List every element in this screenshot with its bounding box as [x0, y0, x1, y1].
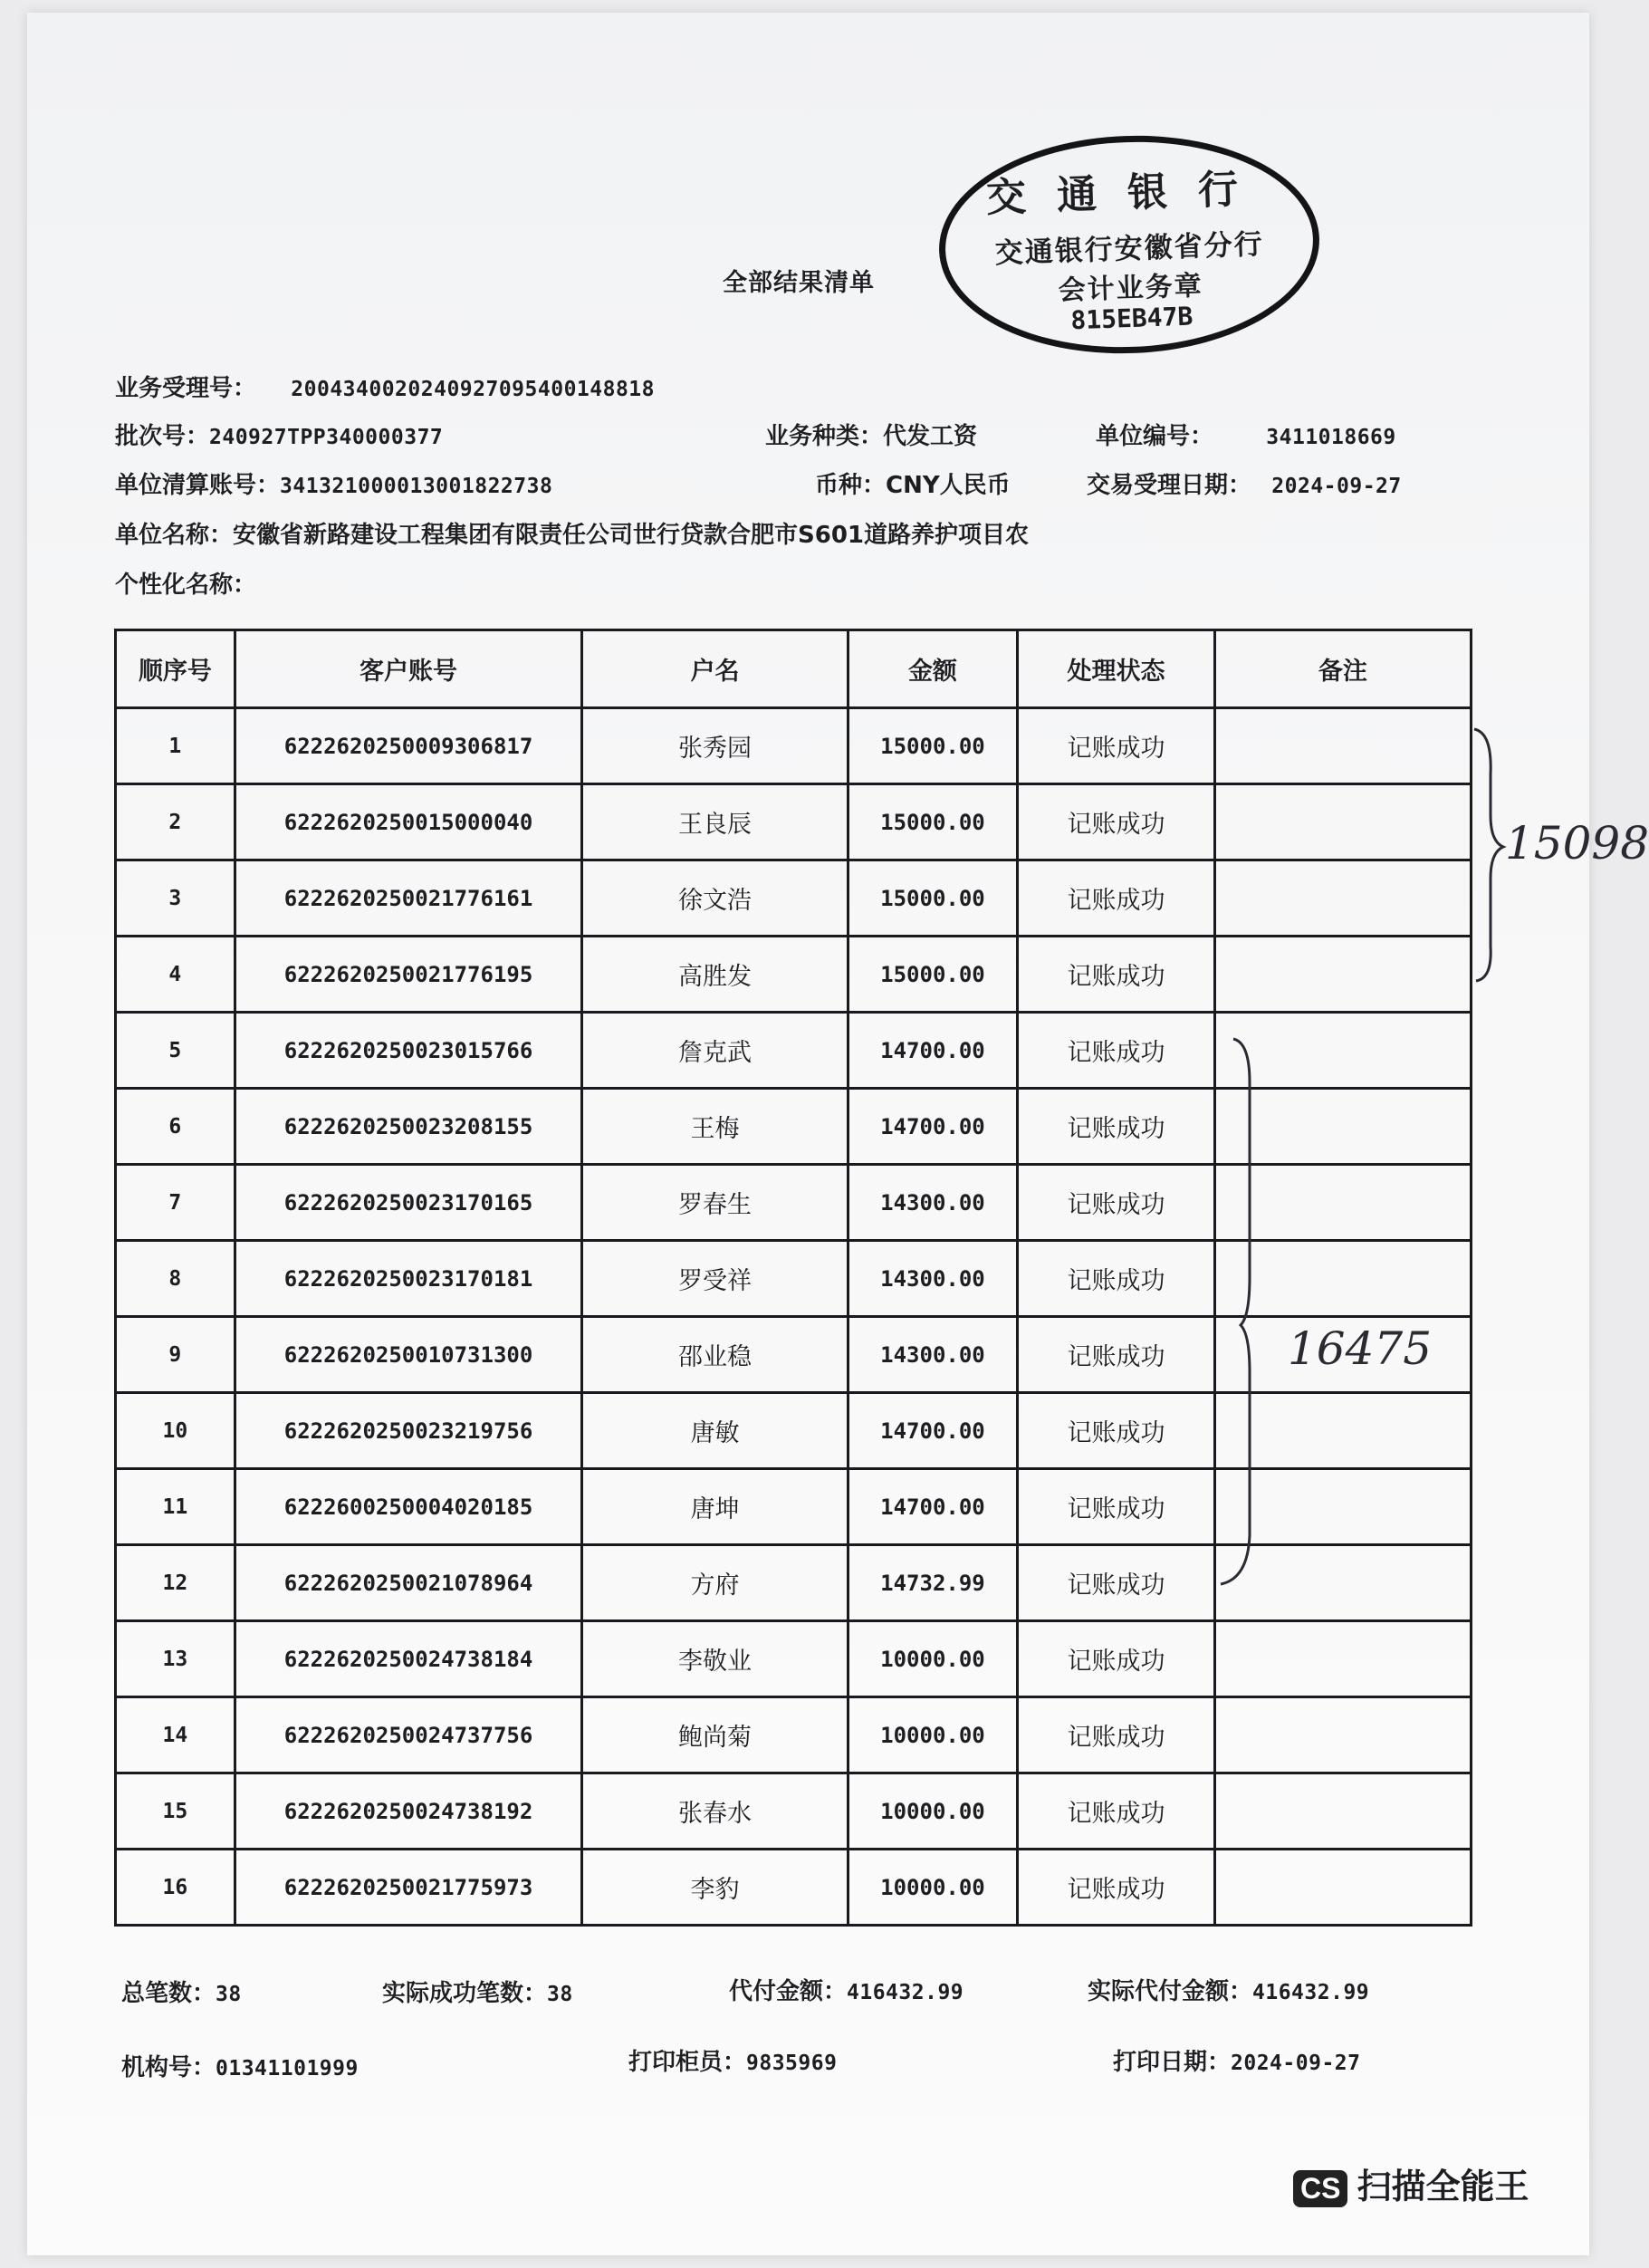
cell-name: 罗受祥	[582, 1241, 848, 1317]
cell-account: 6222620250021775973	[235, 1850, 582, 1926]
cell-amount: 10000.00	[848, 1621, 1018, 1697]
cell-amount: 14732.99	[848, 1545, 1018, 1621]
scanner-app-name: 扫描全能王	[1357, 2167, 1529, 2206]
unit-code-value: 3411018669	[1266, 426, 1396, 449]
scanner-watermark	[1293, 2158, 1529, 2208]
cell-account: 6222620250023170181	[235, 1241, 582, 1317]
cell-name: 唐敏	[582, 1393, 848, 1469]
col-header-seq: 顺序号	[116, 630, 235, 708]
cell-amount: 14300.00	[848, 1317, 1018, 1393]
stamp-code: 815EB47B	[1069, 301, 1194, 336]
col-header-note: 备注	[1214, 630, 1471, 708]
stamp-branch: 交通银行安徽省分行	[994, 227, 1265, 271]
cell-seq: 7	[116, 1165, 235, 1241]
business-type-field	[765, 418, 977, 451]
business-type-label: 业务种类：	[765, 423, 884, 450]
cell-amount: 10000.00	[848, 1697, 1018, 1773]
col-header-name: 户名	[582, 630, 848, 708]
cell-seq: 1	[116, 708, 235, 784]
cell-status: 记账成功	[1018, 1469, 1214, 1545]
currency-field	[815, 466, 1011, 500]
cell-account: 6222600250004020185	[235, 1469, 582, 1545]
cell-amount: 15000.00	[848, 784, 1018, 860]
trade-date-field	[1087, 466, 1402, 500]
business-type-value: 代发工资	[883, 423, 978, 450]
cell-name: 王良辰	[582, 784, 848, 860]
cell-amount: 15000.00	[848, 937, 1018, 1013]
cell-status: 记账成功	[1018, 1773, 1214, 1850]
actual-amount-value: 416432.99	[1252, 1981, 1370, 2004]
total-count-value: 38	[216, 1983, 242, 2006]
business-no-field	[115, 370, 655, 403]
cell-name: 张春水	[582, 1773, 848, 1850]
cell-amount: 14700.00	[848, 1013, 1018, 1089]
cell-name: 李豹	[582, 1850, 848, 1926]
unit-code-label: 单位编号：	[1096, 423, 1214, 450]
cell-amount: 14700.00	[848, 1089, 1018, 1165]
table-row	[116, 1621, 1472, 1697]
cell-account: 6222620250015000040	[235, 784, 582, 860]
table-row	[116, 937, 1472, 1013]
cell-amount: 14700.00	[848, 1469, 1018, 1545]
teller-label: 打印柜员：	[628, 2049, 747, 2076]
cell-name: 罗春生	[582, 1165, 848, 1241]
unit-name-label: 单位名称：	[115, 522, 234, 549]
cell-status: 记账成功	[1018, 1393, 1214, 1469]
cell-seq: 9	[116, 1317, 235, 1393]
cell-name: 高胜发	[582, 937, 848, 1013]
currency-value: CNY人民币	[886, 472, 1011, 499]
cell-account: 6222620250010731300	[235, 1317, 582, 1393]
batch-no-label: 批次号：	[115, 423, 210, 450]
cell-seq: 10	[116, 1393, 235, 1469]
cell-seq: 14	[116, 1697, 235, 1773]
batch-no-field	[115, 418, 443, 451]
success-count-field	[382, 1975, 573, 2008]
handwritten-note-sum-2: 16475	[1288, 1322, 1433, 1375]
cell-note	[1214, 708, 1471, 784]
custom-name-label: 个性化名称：	[115, 572, 257, 599]
col-header-account: 客户账号	[235, 630, 582, 708]
payment-amount-label: 代付金额：	[729, 1978, 848, 2005]
cell-amount: 15000.00	[848, 708, 1018, 784]
cell-note	[1214, 1850, 1471, 1926]
cell-name: 詹克武	[582, 1013, 848, 1089]
cell-amount: 10000.00	[848, 1773, 1018, 1850]
cell-name: 唐坤	[582, 1469, 848, 1545]
cell-name: 李敬业	[582, 1621, 848, 1697]
cell-note	[1214, 937, 1471, 1013]
handwritten-note-sum-1: 15098	[1505, 817, 1649, 870]
settlement-account-label: 单位清算账号：	[115, 472, 281, 499]
cell-amount: 14300.00	[848, 1165, 1018, 1241]
cell-account: 6222620250023015766	[235, 1013, 582, 1089]
cell-status: 记账成功	[1018, 1089, 1214, 1165]
trade-date-value: 2024-09-27	[1271, 475, 1402, 498]
cell-seq: 5	[116, 1013, 235, 1089]
cell-account: 6222620250023170165	[235, 1165, 582, 1241]
cell-amount: 14700.00	[848, 1393, 1018, 1469]
stamp-bank-name: 交通银行	[985, 165, 1270, 222]
cell-amount: 10000.00	[848, 1850, 1018, 1926]
unit-name-value: 安徽省新路建设工程集团有限责任公司世行贷款合肥市S601道路养护项目农	[233, 522, 1030, 549]
cell-name: 方府	[582, 1545, 848, 1621]
handwritten-brace-2	[1213, 1028, 1295, 1590]
success-count-label: 实际成功笔数：	[382, 1980, 548, 2007]
table-row	[116, 1850, 1472, 1926]
cell-status: 记账成功	[1018, 784, 1214, 860]
actual-amount-label: 实际代付金额：	[1088, 1978, 1253, 2005]
cell-name: 王梅	[582, 1089, 848, 1165]
table-row	[116, 1773, 1472, 1850]
cell-amount: 14300.00	[848, 1241, 1018, 1317]
cell-status: 记账成功	[1018, 1621, 1214, 1697]
stamp-dept: 会计业务章	[1058, 270, 1204, 307]
payment-amount-value: 416432.99	[847, 1981, 964, 2004]
cell-account: 6222620250021776195	[235, 937, 582, 1013]
cell-account: 6222620250024738192	[235, 1773, 582, 1850]
cell-note	[1214, 1621, 1471, 1697]
payment-amount-field	[729, 1973, 964, 2006]
settlement-account-value: 341321000013001822738	[280, 475, 553, 498]
org-no-field	[121, 2049, 359, 2082]
table-row	[116, 708, 1472, 784]
settlement-account-field	[115, 466, 552, 500]
print-date-value: 2024-09-27	[1231, 2052, 1361, 2075]
cell-seq: 12	[116, 1545, 235, 1621]
cell-account: 6222620250023208155	[235, 1089, 582, 1165]
org-no-label: 机构号：	[121, 2054, 216, 2081]
cell-seq: 13	[116, 1621, 235, 1697]
cell-note	[1214, 1773, 1471, 1850]
unit-name-field	[115, 516, 1029, 550]
cell-note	[1214, 784, 1471, 860]
cell-seq: 3	[116, 860, 235, 937]
custom-name-field	[115, 566, 256, 600]
cell-status: 记账成功	[1018, 1850, 1214, 1926]
cell-seq: 8	[116, 1241, 235, 1317]
cell-seq: 16	[116, 1850, 235, 1926]
cell-amount: 15000.00	[848, 860, 1018, 937]
total-count-label: 总笔数：	[121, 1980, 216, 2007]
cell-status: 记账成功	[1018, 1545, 1214, 1621]
cell-name: 徐文浩	[582, 860, 848, 937]
table-row	[116, 1697, 1472, 1773]
cell-account: 6222620250021776161	[235, 860, 582, 937]
batch-no-value: 240927TPP340000377	[209, 426, 444, 449]
table-row	[116, 860, 1472, 937]
cell-seq: 4	[116, 937, 235, 1013]
col-header-amount: 金额	[848, 630, 1018, 708]
cell-status: 记账成功	[1018, 708, 1214, 784]
total-count-field	[121, 1975, 242, 2008]
cell-seq: 2	[116, 784, 235, 860]
cell-status: 记账成功	[1018, 1013, 1214, 1089]
unit-code-field	[1096, 418, 1396, 451]
teller-field	[628, 2043, 837, 2077]
print-date-field	[1113, 2043, 1361, 2077]
cell-status: 记账成功	[1018, 860, 1214, 937]
table-header-row	[116, 630, 1472, 708]
cell-seq: 15	[116, 1773, 235, 1850]
cell-seq: 6	[116, 1089, 235, 1165]
cell-account: 6222620250024738184	[235, 1621, 582, 1697]
cell-name: 邵业稳	[582, 1317, 848, 1393]
cell-status: 记账成功	[1018, 937, 1214, 1013]
print-date-label: 打印日期：	[1113, 2049, 1232, 2076]
document-title: 全部结果清单	[723, 269, 875, 297]
business-no-label: 业务受理号：	[115, 375, 257, 402]
business-no-value: 2004340020240927095400148818	[291, 378, 656, 401]
cell-name: 张秀园	[582, 708, 848, 784]
cell-account: 6222620250009306817	[235, 708, 582, 784]
cell-status: 记账成功	[1018, 1165, 1214, 1241]
cell-account: 6222620250021078964	[235, 1545, 582, 1621]
trade-date-label: 交易受理日期：	[1087, 472, 1252, 499]
col-header-status: 处理状态	[1018, 630, 1214, 708]
actual-amount-field	[1088, 1973, 1369, 2006]
org-no-value: 01341101999	[216, 2057, 359, 2081]
currency-label: 币种：	[815, 472, 887, 499]
table-row	[116, 784, 1472, 860]
cell-name: 鲍尚菊	[582, 1697, 848, 1773]
cell-status: 记账成功	[1018, 1241, 1214, 1317]
cell-note	[1214, 860, 1471, 937]
cell-seq: 11	[116, 1469, 235, 1545]
success-count-value: 38	[547, 1983, 573, 2006]
cell-status: 记账成功	[1018, 1697, 1214, 1773]
cell-account: 6222620250023219756	[235, 1393, 582, 1469]
cell-note	[1214, 1697, 1471, 1773]
scanner-logo-icon: CS	[1293, 2170, 1347, 2207]
teller-value: 9835969	[746, 2052, 838, 2075]
cell-account: 6222620250024737756	[235, 1697, 582, 1773]
cell-status: 记账成功	[1018, 1317, 1214, 1393]
